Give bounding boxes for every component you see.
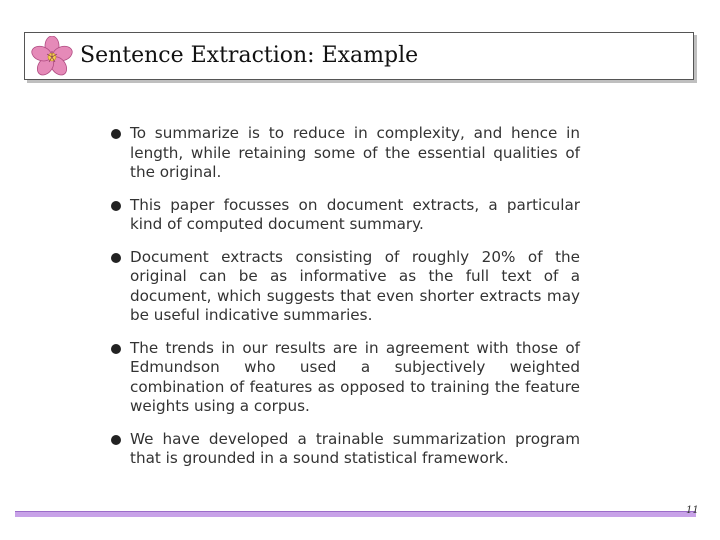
bullet-icon: [111, 344, 121, 354]
bullet-text: This paper focusses on document extracts, a particular kind of computed document summary.: [130, 195, 580, 233]
bullet-item: [110, 339, 580, 417]
title-box: [24, 32, 694, 80]
bullet-icon: [111, 253, 121, 263]
bullet-icon: [111, 435, 121, 445]
bullet-item: [110, 430, 580, 469]
footer-bar: [15, 511, 696, 517]
bullet-item: [110, 124, 580, 183]
bullet-text: The trends in our results are in agreement with those of Edmundson who used a subjectively weighted combination of features as opposed to training the feature weights using a corpus.: [130, 338, 580, 415]
bullet-icon: [111, 129, 121, 139]
bullet-text: Document extracts consisting of roughly 20% of the original can be as informative as the full text of a document, which suggests that even shorter extracts may be useful indicative summaries.: [130, 247, 580, 324]
cherry-blossom-icon: [31, 36, 73, 78]
bullet-icon: [111, 201, 121, 211]
slide-title: Sentence Extraction: Example: [80, 43, 419, 68]
bullet-item: [110, 248, 580, 326]
bullet-text: We have developed a trainable summarization program that is grounded in a sound statistical framework.: [130, 429, 580, 467]
bullet-text: To summarize is to reduce in complexity, and hence in length, while retaining some of the essential qualities of the original.: [130, 124, 580, 181]
bullet-item: [110, 196, 580, 235]
page-number: 11: [686, 505, 699, 516]
bullet-list: [110, 124, 580, 482]
